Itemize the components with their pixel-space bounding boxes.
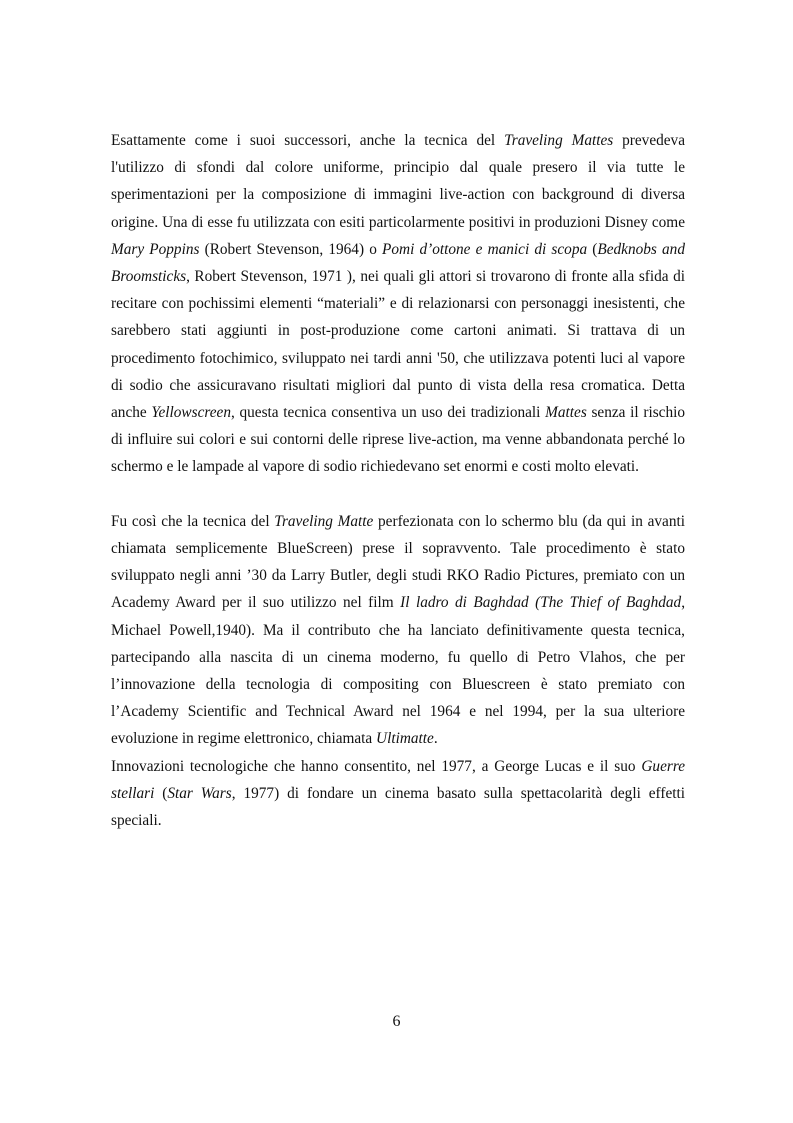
text-run: , Robert Stevenson, 1971 ), nei quali gli attori si trovarono di fronte alla sfida di recitare con pochissimi elementi “materiali” e di relazionarsi con personaggi inesistenti, che sarebbero stati aggiunti in post-produzione come cartoni animati. Si trattava di un procedimento fotochimico, sviluppato nei tardi anni '50, che utilizzava potenti luci al vapore di sodio che assicuravano risultati migliori dal punto di vista della resa cromatica. Detta anche [111,268,685,422]
text-run: senza il rischio di influire sui colori e sui contorni delle riprese live-action, ma venne abbandonata perché lo schermo e le lampade al vapore di sodio richiedevano set enormi e costi molto elevati. [111,404,685,476]
text-run: . [433,730,438,748]
page-number: 6 [392,1013,401,1030]
text-run: (Robert Stevenson, 1964) o [199,240,383,258]
italic-text: Il ladro di Baghdad (The Thief of Baghdad [400,594,682,612]
text-run: , 1977) di fondare un cinema basato sulla spettacolarità degli effetti speciali. [111,784,686,830]
italic-text: Traveling Matte [274,512,374,530]
text-run: Fu così che la tecnica del [111,512,275,530]
italic-text: Guerre stellari [111,757,685,802]
text-run: , questa tecnica consentiva un uso dei tradizionali [230,404,546,422]
text-run: ( [154,784,168,802]
paragraph-star-wars [111,753,685,835]
text-run: , Michael Powell,1940). Ma il contributo che ha lanciato definitivamente questa tecnica, partecipando alla nascita di un cinema moderno, fu quello di Petro Vlahos, che per l’innovazione della tecnologia di compositing con Bluescreen è stato premiato con l’Academy Scientific and Technical Award nel 1964 e nel 1994, per la sua ulteriore evoluzione in regime elettronico, chiamata [111,594,686,748]
italic-text: Mary Poppins [111,240,200,258]
italic-text: Yellowscreen [151,404,231,422]
italic-text: Mattes [545,404,587,422]
italic-text: Bedknobs and Broomsticks [111,240,685,286]
text-run: perfezionata con lo schermo blu (da qui in avanti chiamata semplicemente BlueScreen) prese il sopravvento. Tale procedimento è stato sviluppato negli anni ’30 da Larry Butler, degli studi RKO Radio Pictures, premiato con un Academy Award per il suo utilizzo nel film [111,512,685,612]
italic-text: Pomi d’ottone e manici di scopa [382,240,588,258]
italic-text: Traveling Mattes [504,132,614,149]
italic-text: Star Wars [167,784,232,802]
body-text [111,127,685,834]
text-run: Innovazioni tecnologiche che hanno consentito, nel 1977, a George Lucas e il suo [111,757,642,775]
text-run: ( [587,240,598,258]
italic-text: Ultimatte [376,730,434,748]
paragraph-traveling-mattes [111,127,685,481]
text-run: Esattamente come i suoi successori, anche la tecnica del [111,132,505,149]
paragraph-bluescreen [111,508,685,753]
text-run: prevedeva l'utilizzo di sfondi dal colore uniforme, principio dal quale presero il via tutte le sperimentazioni per la composizione di immagini live-action con background di diversa origine. Una di esse fu utilizzata con esiti particolarmente positivi in produzioni Disney come [111,132,685,231]
